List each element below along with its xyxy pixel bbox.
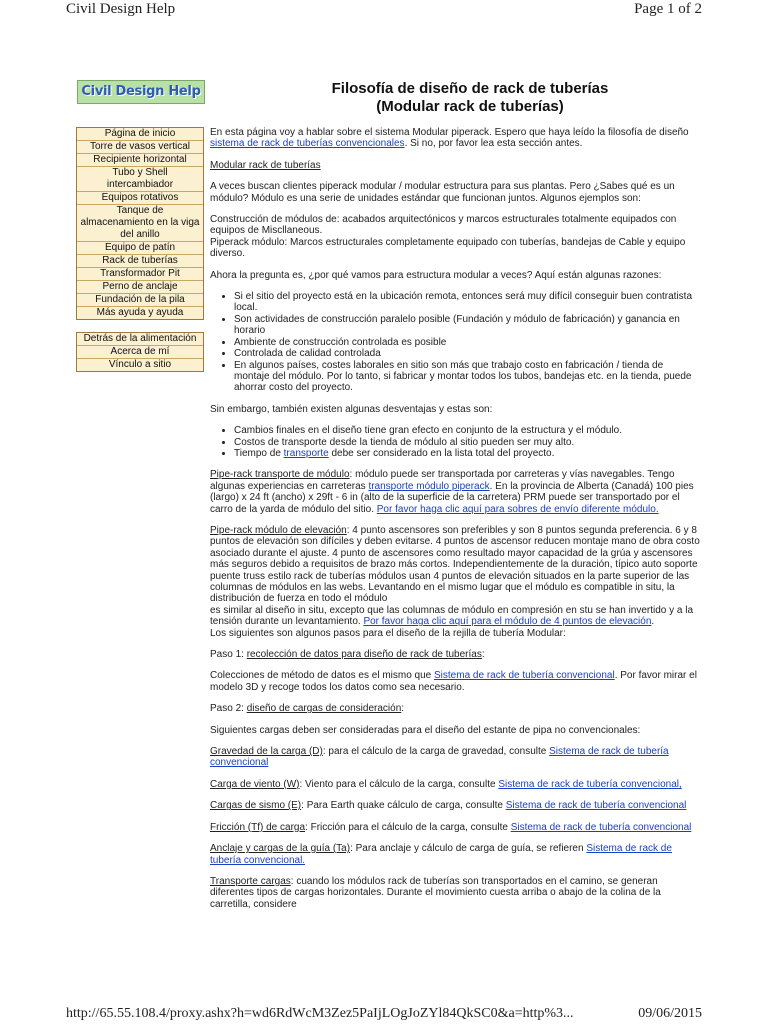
list-item: • Controlada de calidad controlada	[234, 348, 700, 359]
four-point-lift-link[interactable]: Por favor haga clic aquí para el módulo de 4 puntos de elevación	[363, 616, 652, 628]
transport-loads-paragraph: Transporte cargas: cuando los módulos rack de tuberías son transportados en el camino, se generan diferentes tipos de cargas horizontales. Durante el movimiento cuesta arriba o abajo de la colina de la carretilla, considere	[210, 875, 661, 910]
step-1: Paso 1: recolección de datos para diseño de rack de tuberías:	[210, 649, 485, 661]
sidebar-item-main-1[interactable]: Torre de vasos vertical	[77, 141, 203, 154]
sidebar-item-secondary-2[interactable]: Vínculo a sitio	[108, 359, 172, 370]
sidebar-secondary-menu	[76, 332, 204, 372]
list-item: • Cambios finales en el diseño tiene gran efecto en conjunto de la estructura y el módulo.	[234, 425, 700, 436]
sidebar-item-main-8[interactable]: Transformador Pit	[77, 268, 203, 281]
sidebar-item-main-9[interactable]: Perno de anclaje	[77, 281, 203, 294]
step-2-text: Siguientes cargas deben ser consideradas para el diseño del estante de pipa no convencionales:	[210, 724, 641, 736]
list-item: • En algunos países, costes laborales en sitio son más que trabajo costo en fabricación / tienda de montaje del módulo. Por lo tanto, si fabricar y montar todos los tubos, bandejas etc. en la tienda, puede ahorrar costo del proyecto.	[234, 360, 700, 394]
sidebar-item-main-11[interactable]: Más ayuda y ayuda	[96, 307, 184, 318]
load-reference-link[interactable]: Sistema de rack de tubería convencional,	[498, 778, 682, 790]
load-reference-link[interactable]: Sistema de rack de tubería convencional	[210, 746, 669, 769]
shipping-envelope-link[interactable]: Por favor haga clic aquí para sobres de envío diferente módulo.	[376, 503, 659, 515]
list-item: • Tiempo de transporte debe ser considerado en la lista total del proyecto.	[234, 448, 700, 459]
sidebar-item-secondary-1[interactable]: Acerca de mí	[77, 346, 203, 359]
lift-paragraph-continued: es similar al diseño in situ, excepto que las columnas de módulo en compresión en stu se han invertido y a la tensión durante un levantamiento. Por favor haga clic aquí para el módulo de 4 puntos de elevación.	[210, 604, 694, 628]
lift-paragraph: Pipe-rack módulo de elevación: 4 punto ascensores son preferibles y son 8 puntos segunda preferencia. 6 y 8 puntos de elevación son difíciles y deben evitarse. 4 puntos de ascensor reducen montaje mano de obra costo asociado durante el ajuste. 4 punto de ascensores como resultado mayor capacidad de la grúa y ascensores más seguros debido a requisitos de brazo más cortos. Independientemente de la duración, típico auto soporte puente truss estilo rack de tuberías módulos usan 4 puntos de elevación situados en la parte superior de las columnas de módulos en las webs. Levantando en el mismo lugar que el módulo es compatible in situ, la distribución de fuerza en todo el módulo	[210, 524, 700, 605]
load-item: Cargas de sismo (E): Para Earth quake cálculo de carga, consulte Sistema de rack de tubería convencional	[210, 800, 687, 812]
piperack-transport-link[interactable]: transporte módulo piperack	[368, 480, 490, 492]
sidebar-item-main-6[interactable]: Equipo de patín	[77, 242, 203, 255]
sidebar-main-menu	[76, 127, 204, 320]
sidebar-item-main-5[interactable]: Tanque de almacenamiento en la viga del anillo	[77, 205, 203, 242]
step-1-text: Colecciones de método de datos es el mismo que Sistema de rack de tubería convencional. Por favor mirar el modelo 3D y recoge todos los datos como sea necesario.	[210, 670, 697, 693]
article-body	[210, 127, 700, 997]
load-item: Gravedad de la carga (D): para el cálculo de la carga de gravedad, consulte Sistema de rack de tubería convencional	[210, 746, 669, 769]
reasons-list	[210, 291, 700, 394]
load-reference-link[interactable]: Sistema de rack de tubería convencional	[505, 800, 687, 812]
module-examples-paragraph: Construcción de módulos de: acabados arquitectónicos y marcos estructurales totalmente equipados con equipos de Miscllaneous. Piperack módulo: Marcos estructurales completamente equipado con tuberías, bandejas de Cable y equipo diverso.	[210, 214, 686, 260]
list-item: • Ambiente de construcción controlada es posible	[234, 337, 700, 348]
intro-paragraph: En esta página voy a hablar sobre el sistema Modular piperack. Espero que haya leído la filosofía de diseño sistema de rack de tuberías convencionales. Si no, por favor lea esta sección antes.	[210, 127, 689, 150]
transport-link[interactable]: transporte	[283, 447, 329, 459]
load-item: Carga de viento (W): Viento para el cálculo de la carga, consulte Sistema de rack de tubería convencional,	[210, 778, 682, 790]
sidebar-item-main-10[interactable]: Fundación de la pila	[77, 294, 203, 307]
step-2: Paso 2: diseño de cargas de consideración:	[210, 703, 405, 715]
load-item: Anclaje y cargas de la guía (Ta): Para anclaje y cálculo de carga de guía, se refieren Sistema de rack de tubería convencional.	[210, 843, 672, 866]
page-title-line-1: Filosofía de diseño de rack de tuberías	[331, 80, 609, 97]
reasons-intro: Ahora la pregunta es, ¿por qué vamos para estructura modular a veces? Aquí están algunas razones:	[210, 269, 662, 281]
site-logo[interactable]: Civil Design Help	[77, 80, 205, 104]
load-reference-link[interactable]: Sistema de rack de tubería convencional	[510, 821, 692, 833]
sidebar-item-main-2[interactable]: Recipiente horizontal	[77, 154, 203, 167]
footer-date: 09/06/2015	[638, 1006, 702, 1021]
transport-paragraph: Pipe-rack transporte de módulo: módulo puede ser transportada por carreteras y vías navegables. Tengo algunas experiencias en carreteras transporte módulo piperack. En la provincia de Alberta (Canadá) 100 pies (largo) x 24 ft (ancho) x 29ft - 6 in (alto de la superficie de la carretera) PRM puede ser transportado por el carro de la yarda de módulo del sitio. Por favor haga clic aquí para sobres de envío diferente módulo.	[210, 469, 694, 515]
modular-steps-intro: Los siguientes son algunos pasos para el diseño de la rejilla de tubería Modular:	[210, 627, 566, 639]
list-item: • Costos de transporte desde la tienda de módulo al sitio pueden ser muy alto.	[234, 437, 700, 448]
sidebar-item-main-4[interactable]: Equipos rotativos	[77, 192, 203, 205]
loads-list	[210, 746, 700, 866]
disadvantages-list	[210, 425, 700, 459]
page-title	[210, 80, 730, 116]
print-header	[0, 0, 768, 22]
sidebar-item-main-7[interactable]: Rack de tuberías	[77, 255, 203, 268]
header-page-number: Page 1 of 2	[634, 1, 702, 17]
step1-conventional-link[interactable]: Sistema de rack de tubería convencional	[434, 670, 615, 682]
header-site-name: Civil Design Help	[66, 1, 176, 17]
print-footer	[0, 1004, 768, 1024]
disadvantages-intro: Sin embargo, también existen algunas desventajas y estas son:	[210, 403, 493, 415]
modular-heading: Modular rack de tuberías	[210, 159, 321, 171]
load-reference-link[interactable]: Sistema de rack de tubería convencional.	[210, 843, 672, 866]
sidebar-item-secondary-0[interactable]: Detrás de la alimentación	[77, 333, 203, 346]
sidebar-item-main-3[interactable]: Tubo y Shell intercambiador	[77, 167, 203, 192]
conventional-rack-link[interactable]: sistema de rack de tuberías convencionales	[210, 138, 405, 150]
sidebar-item-main-0[interactable]: Página de inicio	[77, 128, 203, 141]
module-definition-paragraph: A veces buscan clientes piperack modular / modular estructura para sus plantas. Pero ¿Sabes qué es un módulo? Módulo es una serie de unidades estándar que funcionan juntos. Algunos ejemplos son:	[210, 181, 675, 204]
load-item: Fricción (Tf) de carga: Fricción para el cálculo de la carga, consulte Sistema de rack de tubería convencional	[210, 821, 692, 833]
list-item: • Son actividades de construcción paralelo posible (Fundación y módulo de fabricación) y ganancia en horario	[234, 314, 700, 337]
footer-url: http://65.55.108.4/proxy.ashx?h=wd6RdWcM3Zez5PaIjLOgJoZYl84QkSC0&a=http%3...	[66, 1006, 574, 1021]
page-title-line-2: (Modular rack de tuberías)	[376, 98, 564, 115]
list-item: • Si el sitio del proyecto está en la ubicación remota, entonces será muy difícil conseguir buen contratista local.	[234, 291, 700, 314]
